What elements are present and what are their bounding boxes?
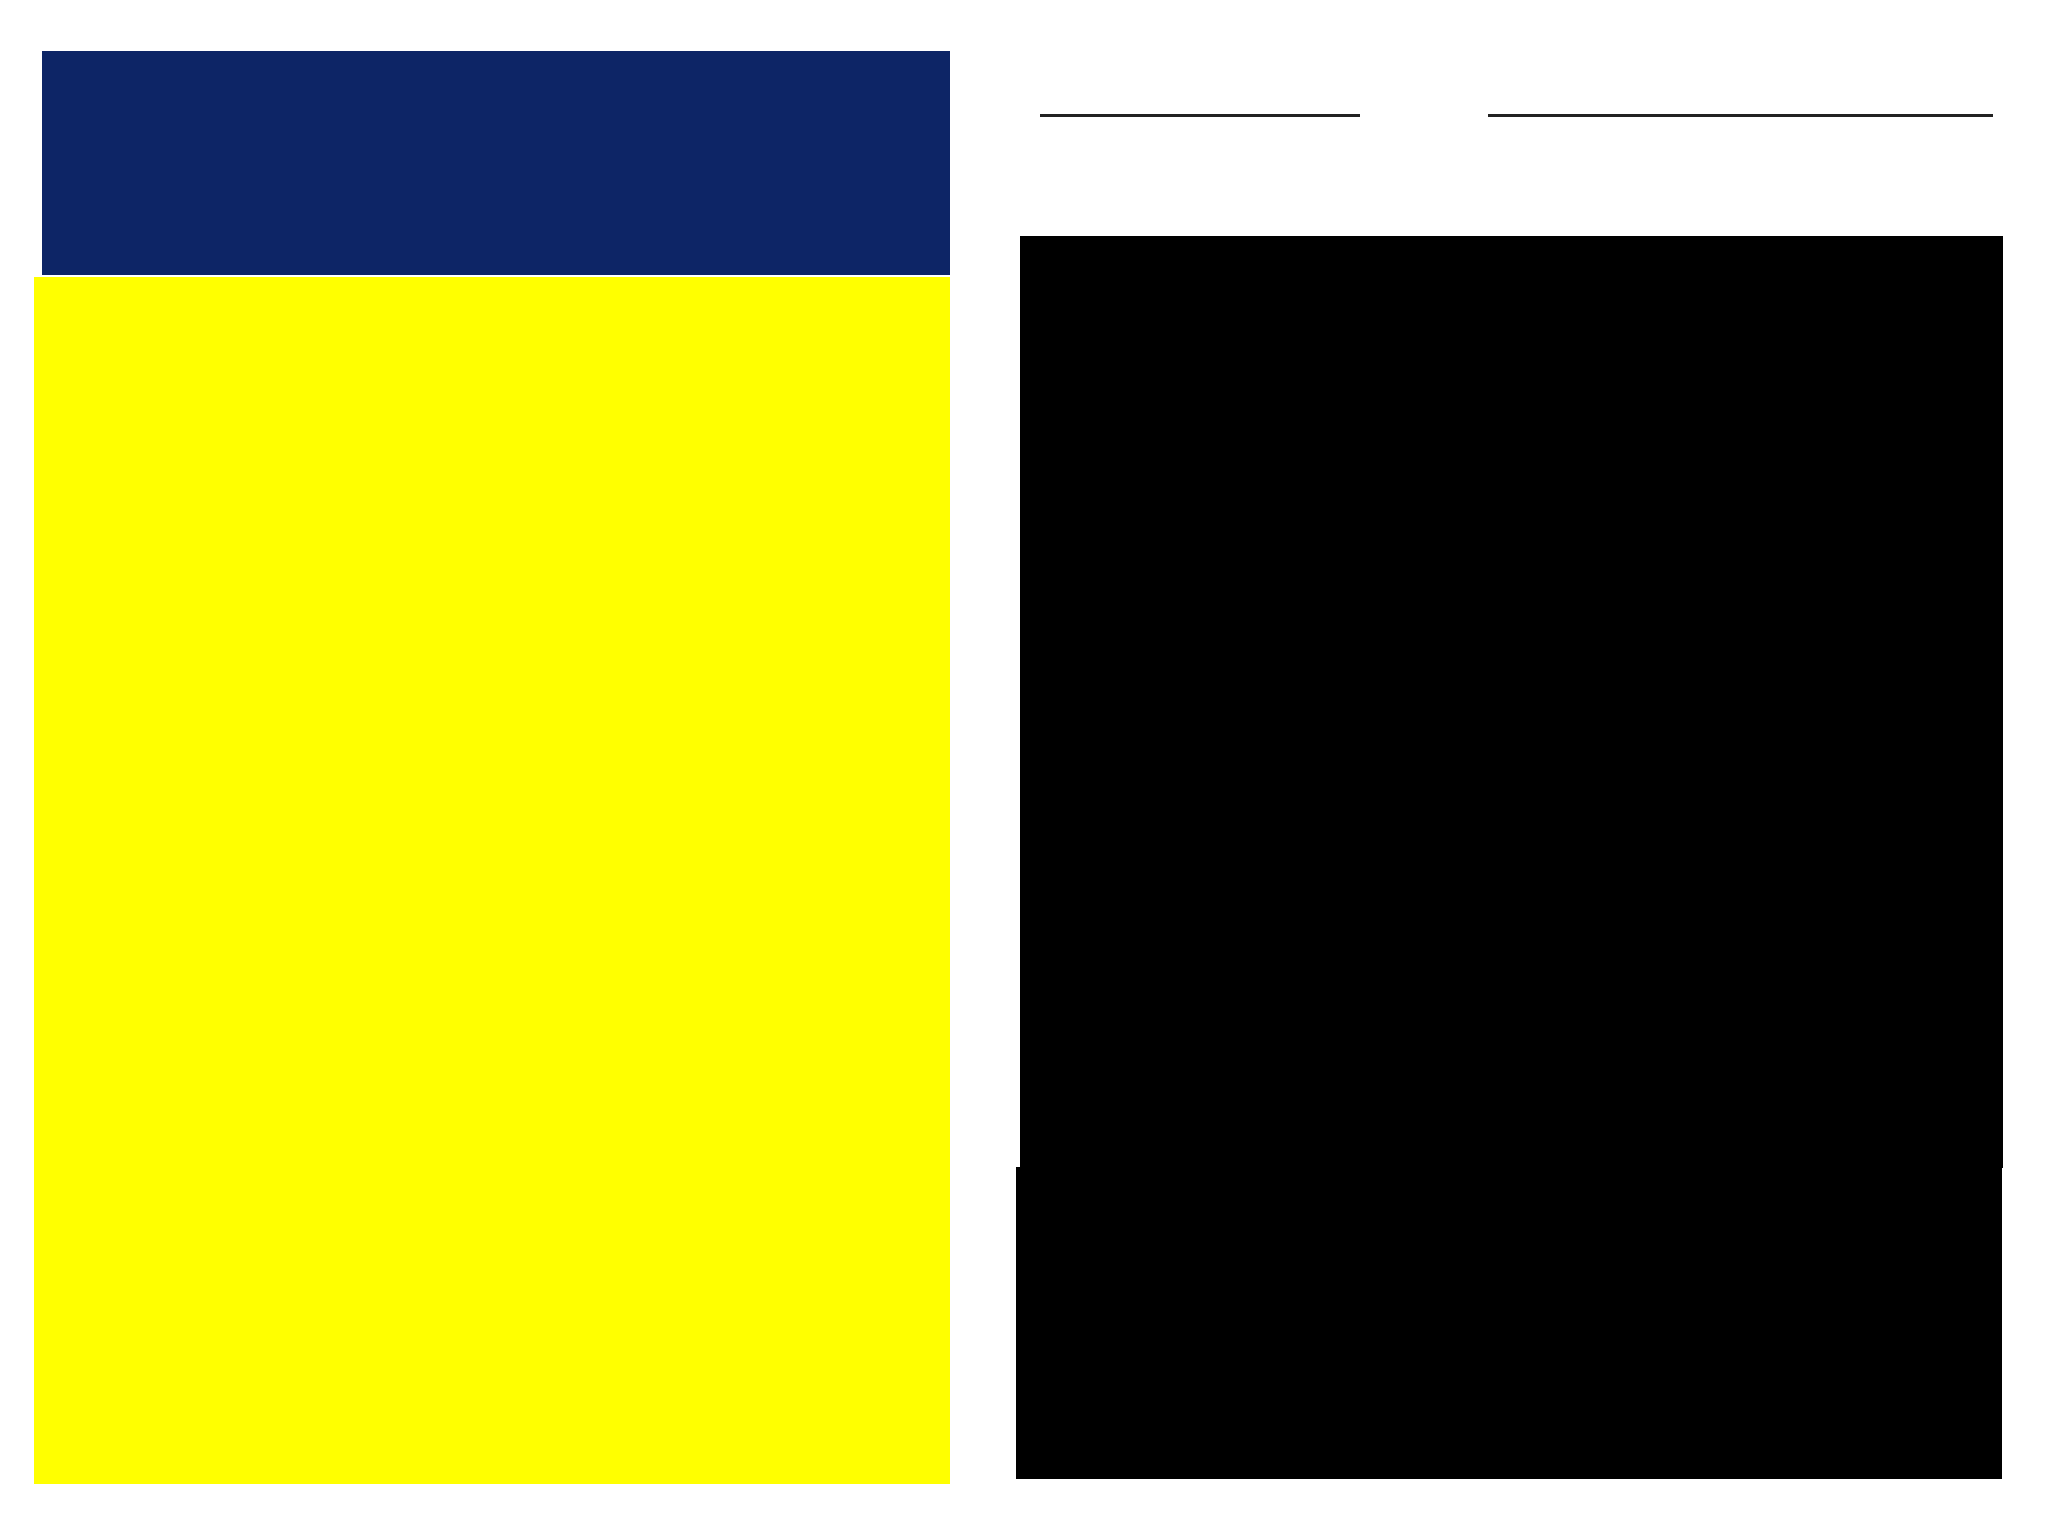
tomato-figure	[1008, 50, 2018, 1490]
text-panel	[34, 277, 950, 1484]
group-a-line	[1040, 114, 1360, 117]
ripening-stage-strip	[1016, 1167, 2002, 1479]
bullet-list	[34, 291, 964, 302]
slide-title	[42, 51, 950, 275]
group-b-line	[1488, 114, 1993, 117]
treatment-fruit-grid	[1020, 236, 2003, 1168]
